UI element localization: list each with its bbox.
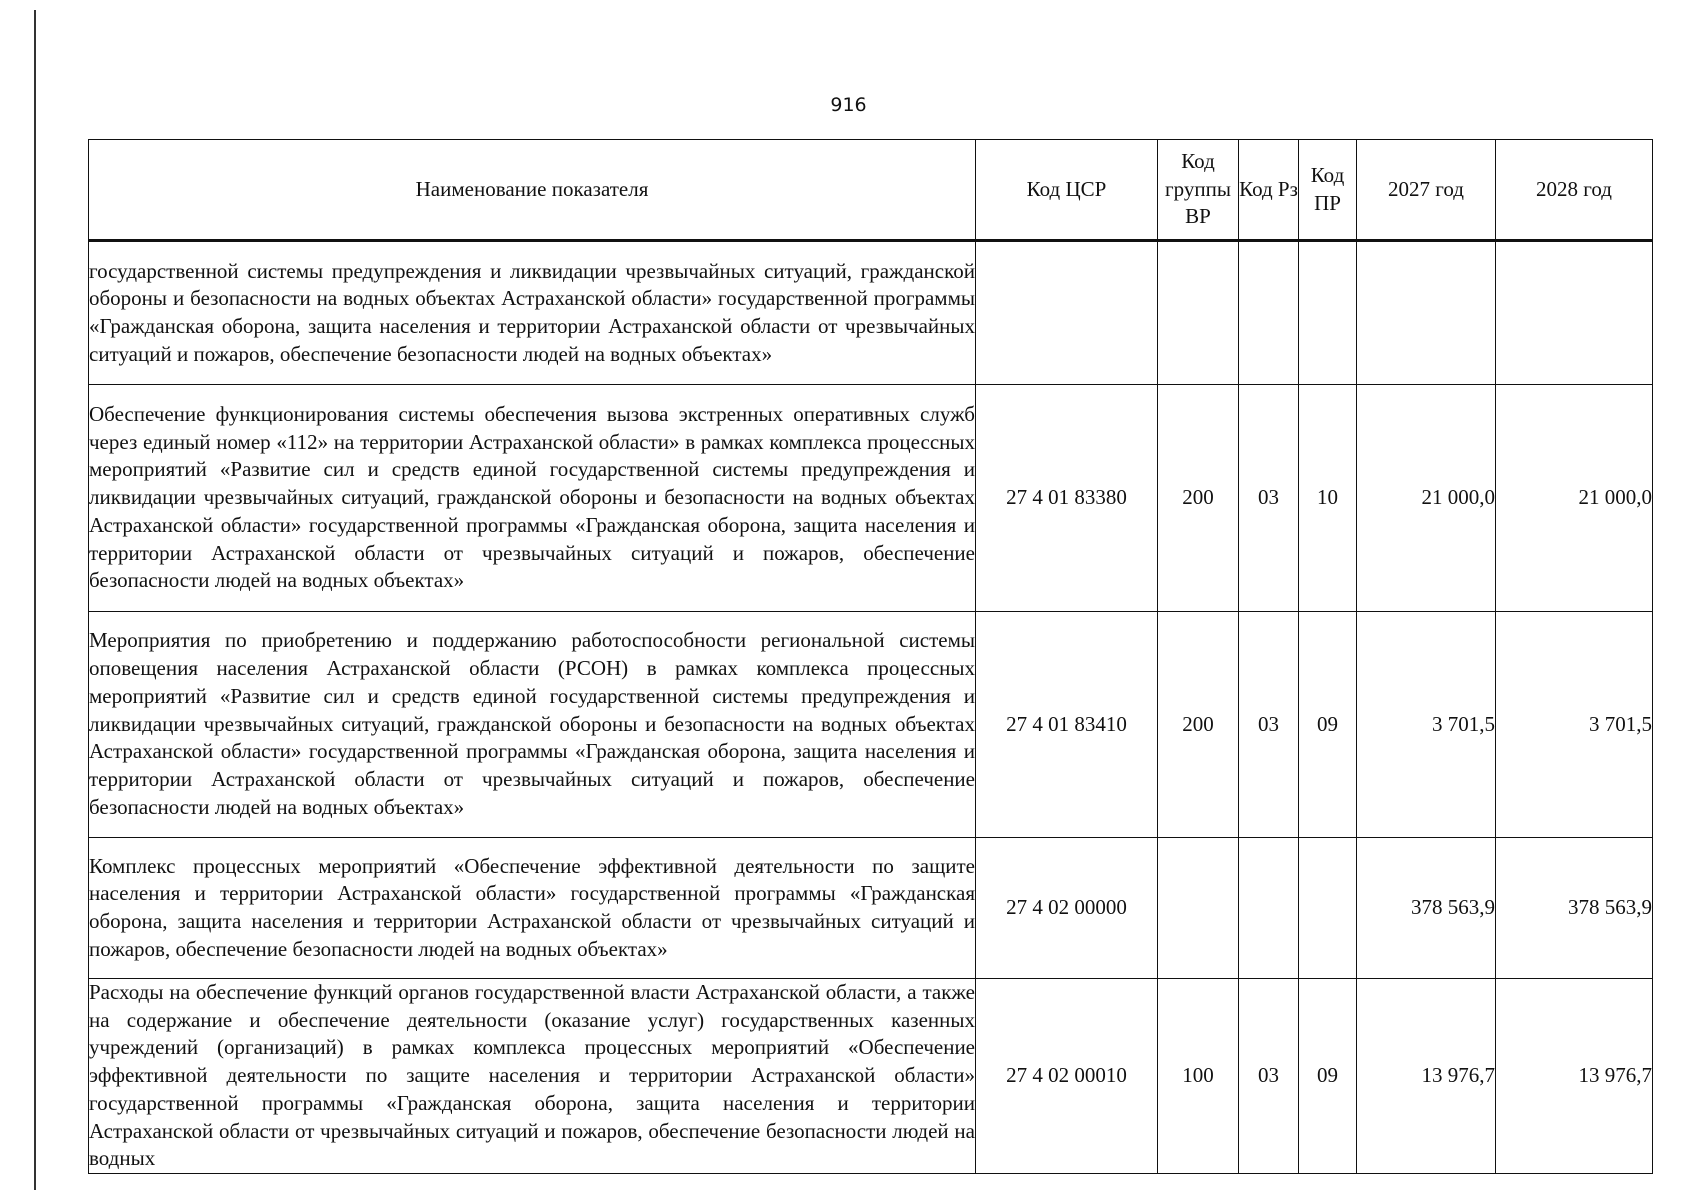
row-pr-cell: 09: [1299, 979, 1357, 1174]
table-row: [89, 838, 1653, 979]
row-2027-cell: 378 563,9: [1357, 838, 1496, 979]
row-vr-cell: 200: [1158, 612, 1239, 838]
row-name-cell: Расходы на обеспечение функций органов государственной власти Астраханской области, а также на содержание и обеспечение деятельности (оказание услуг) государственных казенных учреждений (организаций) в рамках комплекса процессных мероприятий «Обеспечение эффективной деятельности по защите населения и территории Астраханской области» государственной программы «Гражданская оборона, защита населения и территории Астраханской области от чрезвычайных ситуаций и пожаров, обеспечение безопасности людей на водных: [89, 979, 976, 1174]
row-csr-cell: 27 4 02 00000: [976, 838, 1158, 979]
row-vr-cell: 100: [1158, 979, 1239, 1174]
row-2027-cell: 21 000,0: [1357, 385, 1496, 612]
table-header-row: [89, 140, 1653, 241]
page-margin-line: [34, 10, 36, 1190]
row-name-cell: государственной системы предупреждения и ликвидации чрезвычайных ситуаций, гражданской обороны и безопасности на водных объектах Астраханской области» государственной программы «Гражданская оборона, защита населения и территории Астраханской области от чрезвычайных ситуаций и пожаров, обеспечение безопасности людей на водных объектах»: [89, 241, 976, 385]
header-rz: Код Рз: [1239, 140, 1299, 241]
row-vr-cell: [1158, 838, 1239, 979]
row-csr-cell: 27 4 01 83380: [976, 385, 1158, 612]
row-2027-cell: 3 701,5: [1357, 612, 1496, 838]
header-name: Наименование показателя: [89, 140, 976, 241]
row-pr-cell: 10: [1299, 385, 1357, 612]
row-pr-cell: [1299, 241, 1357, 385]
budget-table: [88, 139, 1653, 1174]
row-rz-cell: 03: [1239, 612, 1299, 838]
row-2028-cell: 378 563,9: [1496, 838, 1653, 979]
row-rz-cell: 03: [1239, 385, 1299, 612]
header-csr: Код ЦСР: [976, 140, 1158, 241]
header-2028: 2028 год: [1496, 140, 1653, 241]
row-csr-cell: [976, 241, 1158, 385]
row-name-cell: Мероприятия по приобретению и поддержанию работоспособности региональной системы оповещения населения Астраханской области (РСОН) в рамках комплекса процессных мероприятий «Развитие сил и средств единой государственной системы предупреждения и ликвидации чрезвычайных ситуаций, гражданской обороны и безопасности на водных объектах Астраханской области» государственной программы «Гражданская оборона, защита населения и территории Астраханской области от чрезвычайных ситуаций и пожаров, обеспечение безопасности людей на водных объектах»: [89, 612, 976, 838]
row-vr-cell: 200: [1158, 385, 1239, 612]
header-vr: Код группы ВР: [1158, 140, 1239, 241]
table-row: [89, 385, 1653, 612]
row-name-cell: Обеспечение функционирования системы обеспечения вызова экстренных оперативных служб через единый номер «112» на территории Астраханской области» в рамках комплекса процессных мероприятий «Развитие сил и средств единой государственной системы предупреждения и ликвидации чрезвычайных ситуаций, гражданской обороны и безопасности на водных объектах Астраханской области» государственной программы «Гражданская оборона, защита населения и территории Астраханской области от чрезвычайных ситуаций и пожаров, обеспечение безопасности людей на водных объектах»: [89, 385, 976, 612]
row-vr-cell: [1158, 241, 1239, 385]
table-row: [89, 241, 1653, 385]
header-pr: Код ПР: [1299, 140, 1357, 241]
row-rz-cell: [1239, 241, 1299, 385]
page-number: 916: [830, 94, 867, 116]
row-2028-cell: 13 976,7: [1496, 979, 1653, 1174]
row-rz-cell: [1239, 838, 1299, 979]
row-2028-cell: [1496, 241, 1653, 385]
table-row: [89, 612, 1653, 838]
row-csr-cell: 27 4 02 00010: [976, 979, 1158, 1174]
row-csr-cell: 27 4 01 83410: [976, 612, 1158, 838]
header-2027: 2027 год: [1357, 140, 1496, 241]
row-pr-cell: [1299, 838, 1357, 979]
row-rz-cell: 03: [1239, 979, 1299, 1174]
row-2027-cell: [1357, 241, 1496, 385]
row-pr-cell: 09: [1299, 612, 1357, 838]
row-2028-cell: 21 000,0: [1496, 385, 1653, 612]
row-name-cell: Комплекс процессных мероприятий «Обеспечение эффективной деятельности по защите населения и территории Астраханской области» государственной программы «Гражданская оборона, защита населения и территории Астраханской области от чрезвычайных ситуаций и пожаров, обеспечение безопасности людей на водных объектах»: [89, 838, 976, 979]
row-2028-cell: 3 701,5: [1496, 612, 1653, 838]
row-2027-cell: 13 976,7: [1357, 979, 1496, 1174]
table-row: [89, 979, 1653, 1174]
